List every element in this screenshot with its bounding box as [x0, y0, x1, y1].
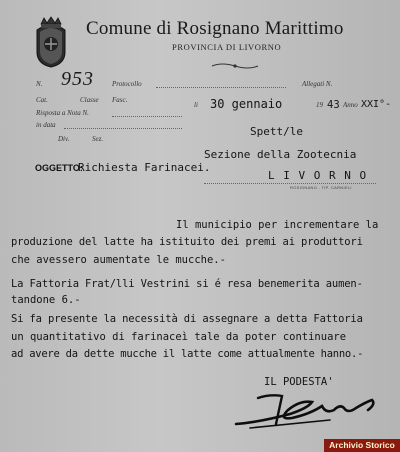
municipal-crest-icon — [34, 16, 68, 68]
body-line: produzione del latte ha istituito dei premi ai produttori — [11, 236, 363, 248]
body-line: Si fa presente la necessità di assegnare a detta Fattoria — [11, 313, 363, 325]
anno-label: Anno — [343, 101, 358, 109]
div-label: Div. — [58, 135, 70, 143]
header-subtitle: PROVINCIA DI LIVORNO — [172, 42, 282, 52]
fasc-label: Fasc. — [112, 96, 128, 104]
cat-label: Cat. — [36, 96, 48, 104]
risposta-label: Risposta a Nota N. — [36, 109, 89, 117]
body-line: un quantitativo di farinaceì tale da poter continuare — [11, 331, 347, 343]
era-year: XXI°- — [361, 99, 392, 110]
archive-watermark: Archivio Storico — [324, 439, 400, 452]
year-suffix: 43 — [327, 99, 340, 111]
n-label: N. — [36, 80, 43, 88]
body-line: che avessero aumentate le mucche.- — [11, 254, 226, 266]
li-label: li — [194, 101, 198, 109]
in-data-label: in data — [36, 121, 56, 129]
protocollo-label: Protocollo — [112, 80, 142, 88]
body-line: ad avere da dette mucche il latte come attualmente hanno.- — [11, 348, 364, 360]
recipient-city-line — [204, 183, 376, 184]
signature-label: IL PODESTA' — [264, 376, 334, 388]
printer-note: ROSIGNANO - TIP. CARNIELI — [290, 185, 352, 190]
recipient-spett: Spett/le — [250, 125, 303, 138]
header-title: Comune di Rosignano Marittimo — [86, 18, 344, 39]
handwritten-signature — [230, 384, 380, 434]
body-line: tandone 6.- — [11, 294, 81, 306]
ornament-divider-icon — [210, 62, 260, 70]
in-data-line — [64, 128, 182, 129]
date-day: 30 gennaio — [210, 97, 283, 111]
recipient-line1: Sezione della Zootecnia — [204, 148, 357, 161]
classe-label: Classe — [80, 96, 99, 104]
recipient-city: L I V O R N O — [268, 169, 368, 182]
sez-label: Sez. — [92, 135, 104, 143]
body-line: Il municipio per incrementare la — [176, 219, 379, 231]
subject-label: OGGETTO: — [35, 163, 83, 173]
risposta-line — [112, 116, 182, 117]
protocollo-line — [156, 87, 286, 88]
body-line: La Fattoria Frat/lli Vestrini si é resa benemerita aumen- — [11, 278, 363, 290]
allegati-label: Allegati N. — [302, 80, 333, 88]
year-prefix: 19 — [316, 101, 323, 109]
protocol-number: 953 — [61, 68, 94, 90]
subject-text: Richiesta Farinacei. — [78, 161, 211, 174]
